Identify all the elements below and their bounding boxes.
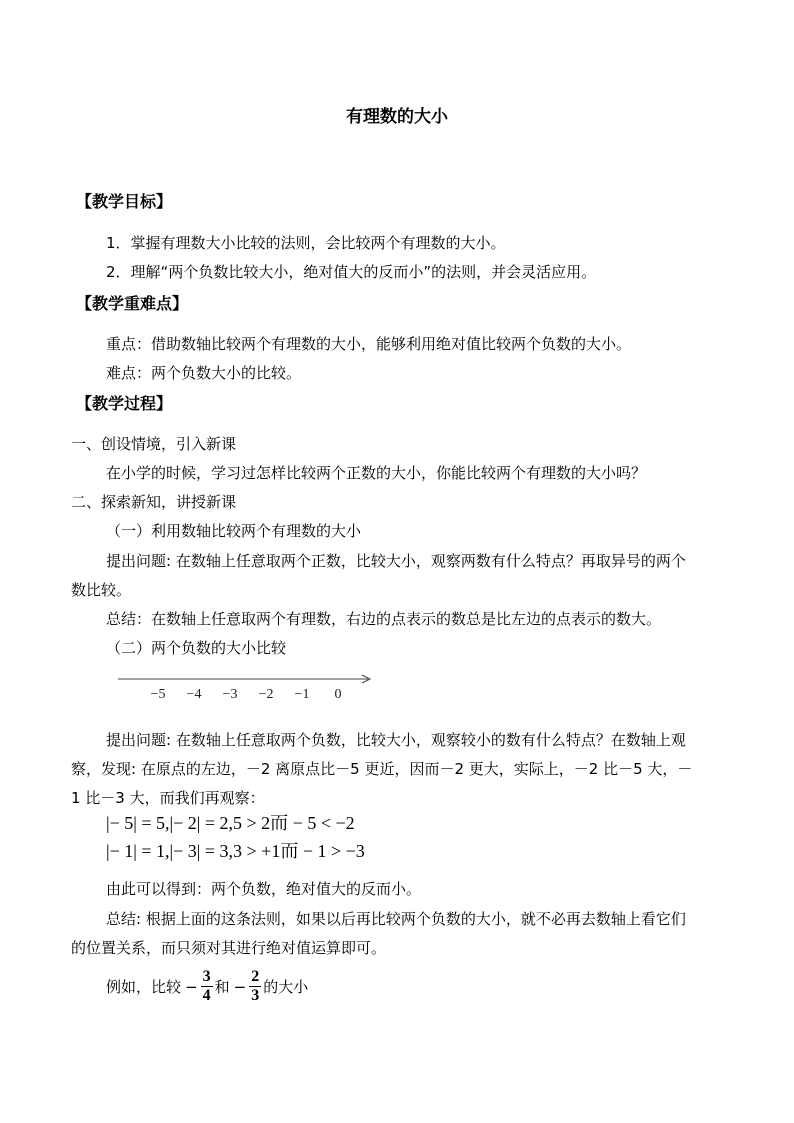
paragraph: 数比较。 — [71, 581, 132, 599]
minus-sign: − — [185, 977, 198, 996]
fraction-numerator: 2 — [251, 968, 260, 985]
fraction-three-quarters — [201, 968, 213, 1005]
summary-paragraph: 总结: 根据上面的这条法则，如果以后再比较两个负数的大小，就不必再去数轴上看它们 — [106, 910, 686, 928]
minus-sign: − — [233, 977, 247, 996]
example-suffix: 的大小 — [263, 978, 309, 996]
fraction-numerator: 3 — [202, 968, 211, 985]
goal-item-1: 1．掌握有理数大小比较的法则，会比较两个有理数的大小。 — [106, 234, 506, 252]
fraction-denominator: 4 — [202, 987, 211, 1004]
number-line-tick-label: −2 — [258, 687, 274, 702]
subsection-2-title: （二）两个负数的大小比较 — [106, 639, 287, 657]
paragraph: 提出问题: 在数轴上任意取两个负数，比较大小，观察较小的数有什么特点？在数轴上观 — [106, 731, 686, 749]
fraction-two-thirds — [249, 968, 261, 1005]
paragraph: 在小学的时候，学习过怎样比较两个正数的大小，你能比较两个有理数的大小吗？ — [106, 464, 647, 482]
paragraph: 提出问题: 在数轴上任意取两个正数，比较大小，观察两数有什么特点？再取异号的两个 — [106, 552, 686, 570]
paragraph: 察，发现: 在原点的左边，－2 离原点比－5 更近，因而－2 更大，实际上，－2 比－5 大，－ — [71, 760, 693, 778]
page-title: 有理数的大小 — [346, 107, 448, 127]
example-line — [106, 968, 308, 1005]
equation-1: |− 5| = 5,|− 2| = 2,5 > 2而 − 5 < −2 — [106, 813, 355, 833]
subsection-1-title: （一）利用数轴比较两个有理数的大小 — [106, 522, 362, 540]
number-line-tick-label: −3 — [222, 687, 238, 702]
number-line-tick-label: 0 — [334, 687, 342, 702]
summary-paragraph: 的位置关系，而只须对其进行绝对值运算即可。 — [71, 939, 387, 957]
heading-teaching-goals: 【教学目标】 — [76, 192, 173, 211]
step-2-title: 二、探索新知，讲授新课 — [71, 493, 237, 511]
heading-key-points: 【教学重难点】 — [76, 294, 189, 313]
paragraph: 1 比－3 大，而我们再观察： — [71, 789, 265, 807]
step-1-title: 一、创设情境，引入新课 — [71, 435, 237, 453]
example-prefix: 例如，比较 — [106, 978, 182, 996]
rule-statement: 由此可以得到：两个负数，绝对值大的反而小。 — [106, 880, 422, 898]
number-line — [110, 668, 380, 702]
number-line-tick-label: −1 — [294, 687, 310, 702]
difficult-point: 难点：两个负数大小的比较。 — [106, 364, 302, 382]
number-line-tick-label: −5 — [150, 687, 166, 702]
goal-item-2: 2．理解“两个负数比较大小，绝对值大的反而小”的法则，并会灵活应用。 — [106, 263, 597, 281]
fraction-denominator: 3 — [251, 987, 260, 1004]
equation-2: |− 1| = 1,|− 3| = 3,3 > +1而 − 1 > −3 — [106, 841, 365, 861]
number-line-tick-label: −4 — [186, 687, 202, 702]
summary-paragraph: 总结：在数轴上任意取两个有理数，右边的点表示的数总是比左边的点表示的数大。 — [106, 610, 662, 628]
heading-teaching-process: 【教学过程】 — [76, 394, 173, 413]
key-point: 重点：借助数轴比较两个有理数的大小，能够利用绝对值比较两个负数的大小。 — [106, 335, 632, 353]
example-and: 和 — [214, 978, 230, 996]
